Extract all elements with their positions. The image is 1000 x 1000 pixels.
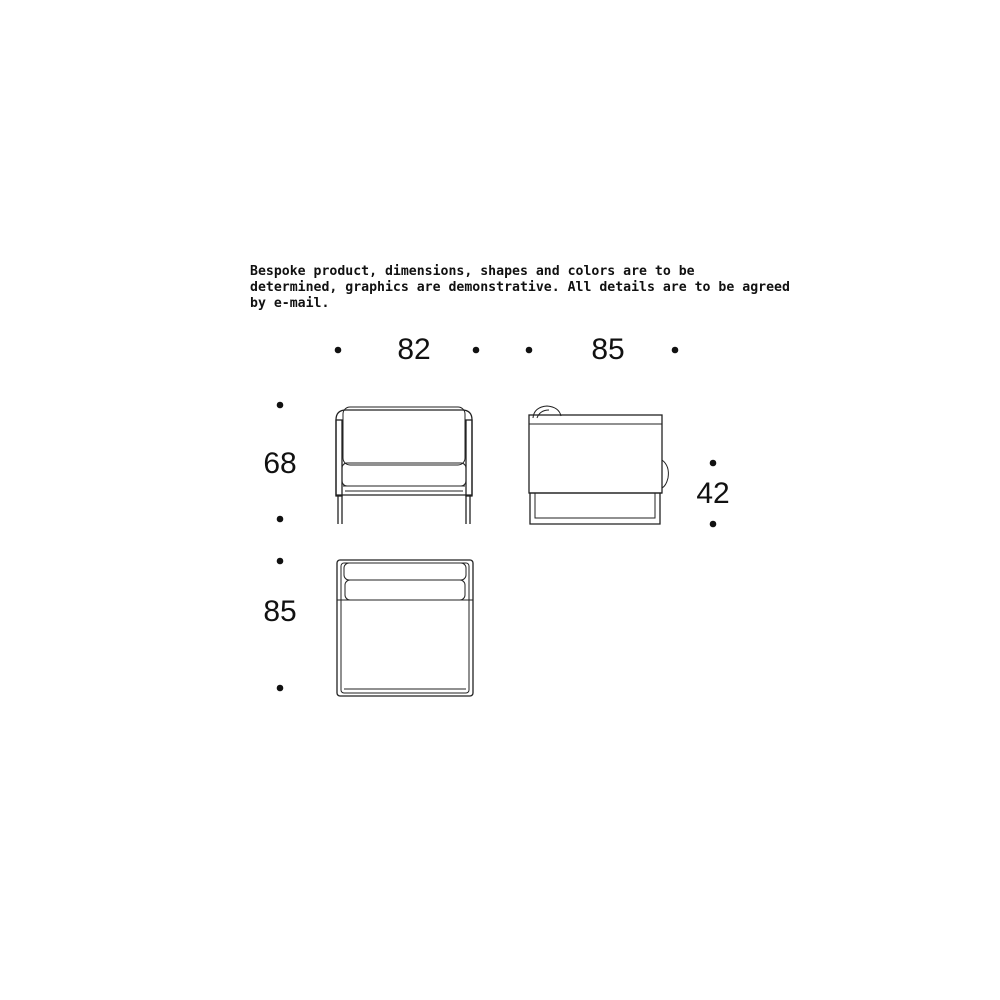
depth-marker-dot: [672, 347, 679, 354]
width-marker-dot: [473, 347, 480, 354]
plan-depth-marker-dot: [277, 558, 284, 565]
front-view-drawing: [336, 407, 472, 524]
side-depth-label: 85: [591, 333, 625, 366]
seat-height-label: 42: [696, 477, 730, 510]
height-marker-dot: [277, 402, 284, 409]
disclaimer-line-1: Bespoke product, dimensions, shapes and colors are to be: [250, 264, 695, 279]
plan-view-drawing: [337, 560, 473, 696]
side-view-drawing: [529, 406, 668, 524]
seat-height-marker-dot: [710, 460, 717, 467]
plan-depth-marker-dot: [277, 685, 284, 692]
depth-marker-dot: [526, 347, 533, 354]
plan-depth-label: 85: [263, 595, 297, 628]
height-marker-dot: [277, 516, 284, 523]
disclaimer-line-3: by e-mail.: [250, 296, 330, 311]
width-marker-dot: [335, 347, 342, 354]
height-label: 68: [263, 447, 297, 480]
seat-height-marker-dot: [710, 521, 717, 528]
disclaimer-line-2: determined, graphics are demonstrative. All details are to be agreed: [250, 280, 790, 295]
front-width-label: 82: [397, 333, 431, 366]
